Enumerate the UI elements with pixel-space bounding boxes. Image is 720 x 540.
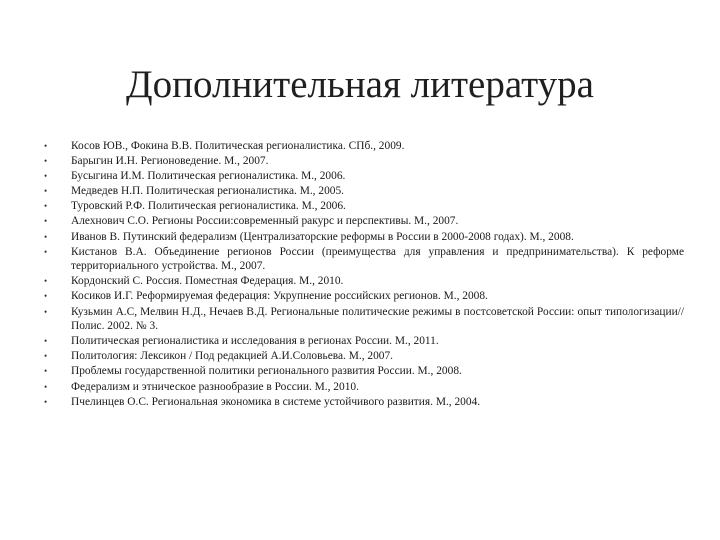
reference-text: Политология: Лексикон / Под редакцией А.И.Соловьева. М., 2007. (71, 350, 394, 363)
reference-item (44, 154, 684, 169)
reference-item (44, 245, 684, 274)
bullet-icon: • (44, 216, 48, 227)
reference-item (44, 230, 684, 245)
reference-text: Политическая регионалистика и исследования в регионах России. М., 2011. (71, 335, 439, 348)
reference-item (44, 199, 684, 214)
bullet-icon: • (44, 396, 48, 407)
reference-item (44, 289, 684, 304)
reference-item (44, 305, 684, 334)
reference-item (44, 349, 684, 364)
reference-item (44, 380, 684, 395)
reference-text: Медведев Н.П. Политическая регионалистика. М., 2005. (71, 185, 345, 198)
reference-text: Пчелинцев О.С. Региональная экономика в системе устойчивого развития. М., 2004. (71, 395, 481, 408)
bullet-icon: • (44, 156, 48, 167)
bullet-icon: • (44, 246, 48, 257)
bullet-icon: • (44, 351, 48, 362)
bullet-icon: • (44, 231, 48, 242)
bullet-icon: • (44, 381, 48, 392)
bullet-icon: • (44, 336, 48, 347)
reference-item (44, 274, 684, 289)
reference-text: Кузьмин А.С, Мелвин Н.Д., Нечаев В.Д. Региональные политические режимы в постсоветской России: опыт типологизации// Полис. 2002. № 3. (71, 305, 684, 333)
reference-text: Проблемы государственной политики регионального развития России. М., 2008. (71, 365, 462, 378)
reference-item (44, 364, 684, 379)
reference-text: Бусыгина И.М. Политическая регионалистика. М., 2006. (71, 170, 346, 183)
reference-item (44, 139, 684, 154)
reference-item (44, 214, 684, 229)
reference-text: Косов ЮВ., Фокина В.В. Политическая регионалистика. СПб., 2009. (71, 140, 405, 152)
reference-text: Федерализм и этническое разнообразие в России. М., 2010. (71, 380, 359, 393)
reference-text: Иванов В. Путинский федерализм (Централизаторские реформы в России в 2000-2008 годах). М., 2008. (71, 230, 574, 243)
reference-text: Алехнович С.О. Регионы России:современный ракурс и перспективы. М., 2007. (71, 215, 459, 228)
reference-item (44, 395, 684, 410)
reference-item (44, 334, 684, 349)
reference-text: Туровский Р.Ф. Политическая регионалистика. М., 2006. (71, 200, 346, 213)
bullet-icon: • (44, 171, 48, 182)
slide-title: Дополнительная литература (126, 63, 594, 106)
reference-text: Барыгин И.Н. Регионоведение. М., 2007. (71, 155, 269, 168)
reference-item (44, 184, 684, 199)
reference-text: Кистанов В.А. Объединение регионов России (преимущества для управления и предпринимательства). К реформе территориального устройства. М., 2007. (71, 245, 684, 273)
bullet-icon: • (44, 366, 48, 377)
bullet-icon: • (44, 276, 48, 287)
reference-text: Косиков И.Г. Реформируемая федерация: Укрупнение российских регионов. М., 2008. (71, 290, 488, 303)
bullet-icon: • (44, 291, 48, 302)
reference-item (44, 169, 684, 184)
bullet-icon: • (44, 186, 48, 197)
bullet-icon: • (44, 201, 48, 212)
bullet-icon: • (44, 306, 48, 317)
bullet-icon: • (44, 141, 48, 151)
reference-text: Кордонский С. Россия. Поместная Федерация. М., 2010. (71, 275, 344, 288)
reference-list (44, 139, 684, 410)
